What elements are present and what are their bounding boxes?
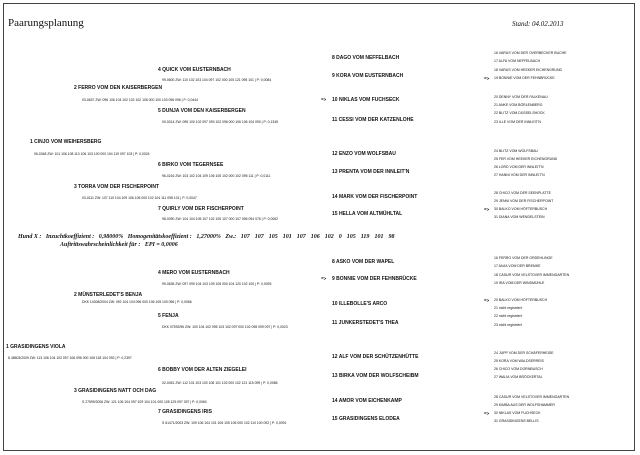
lower-ancestor-6-info: 02-0451 ZW: 112 101 103 100 108 101 102 000 102 121 115 099 | P: 0,0086 [162, 381, 278, 385]
lower-ancestor-17: 17 ANJA VOM DER BREMKE [494, 264, 541, 268]
upper-ancestor-9: 9 KORA VOM EUSTERNBACH [332, 73, 404, 79]
lower-ancestor-5-info: DKK 07592/96 ZW: 100 104 102 095 103 102 097 000 102 098 099 097 | P: 0,0023 [162, 325, 288, 329]
upper-ancestor-18: 18 VARUS VOM HEEKER EICHENGRUND [494, 68, 563, 72]
upper-ancestor-12: 12 ENZO VOM WOLFSBAU [332, 151, 396, 157]
lower-ancestor-21: 21 nicht registriert [494, 306, 522, 310]
lower-ancestor-3-info: S 27599/2006 ZW: 121 106 104 097 109 104 101 000 105 129 097 097 | P: 0,0060 [82, 400, 207, 404]
zw-value: 106 [310, 234, 320, 240]
lower-ancestor-2-info: DKK 14308/2004 ZW: 092 104 104 096 000 106 105 100 096 | P: 0,0066 [82, 300, 192, 304]
homogenitaet-value: 1,27000% [196, 234, 221, 240]
upper-ancestor-25: 25 FER VOM HEEKER EICHENGRUND [494, 157, 558, 161]
upper-ancestor-2-info: 03-0637 ZW: 096 106 104 102 102 102 106 000 100 103 096 096 | P: 0,0444 [82, 98, 199, 102]
homogenitaet-label: Homogenitätskoeffizient : [127, 234, 192, 240]
zw-label: Zw.: [225, 234, 237, 240]
lower-ancestor-6: 6 BOBBY VOM DER ALTEN ZIEGELEI [158, 367, 247, 373]
lower-ancestor-23: 23 nicht registriert [494, 323, 522, 327]
lower-ancestor-26: 26 CHICO VOM DORNBUSCH [494, 367, 543, 371]
arrow-marker: => [484, 410, 490, 416]
epi-label: Auftrittswahrscheinlichkeit für : [60, 242, 141, 248]
upper-ancestor-20: 20 DENNY VOM DER FALKENAU [494, 95, 548, 99]
lower-ancestor-4-info: 99-0635 ZW: 097 099 104 103 109 105 000 104 120 102 100 | P: 0,0093 [162, 282, 272, 286]
upper-ancestor-27: 27 HANNI VOM DER INNLEIT'N [494, 173, 545, 177]
upper-ancestor-4: 4 QUICK VOM EUSTERNBACH [158, 67, 231, 73]
lower-ancestor-16: 16 FERRO VOM DER ORDEHLINGE [494, 256, 553, 260]
upper-ancestor-30: 30 BALKO VOM HÖFTERBUSCH [494, 207, 548, 211]
zw-value: 102 [324, 234, 334, 240]
lower-ancestor-31: 31 GRASIDINGENS BELLIS [494, 419, 539, 423]
upper-ancestor-26: 26 LORD VOM DER INNLEIT'N [494, 165, 544, 169]
zw-value: 101 [282, 234, 292, 240]
lower-ancestor-15: 15 GRASIDINGENS ELODEA [332, 416, 400, 422]
lower-ancestor-1-info: 8 48603/2009 ZW: 113 106 104 102 097 106 096 000 106 118 104 092 | P: 0,2397 [8, 356, 132, 360]
lower-ancestor-29: 29 KIMBA AUS DER WOLFSHAMMER [494, 403, 555, 407]
upper-ancestor-16: 16 VARUS VOM DER OVERBECKER BUCHE [494, 51, 567, 55]
epi-value: EPI = 0,0006 [144, 242, 178, 248]
lower-ancestor-12: 12 ALF VOM DER SCHÜTZENHÜTTE [332, 354, 419, 360]
upper-ancestor-2: 2 FERRO VOM DEN KAISERBERGEN [74, 85, 163, 91]
lower-ancestor-3: 3 GRASIDINGENS NATT OCH DAG [74, 388, 157, 394]
arrow-marker: => [484, 297, 490, 303]
upper-ancestor-1-info: 06-0348 ZW: 101 106 108 110 106 103 100 000 104 119 097 103 | P: 0,0024 [34, 152, 150, 156]
hund-x-line1 [18, 234, 402, 240]
zw-values [241, 234, 400, 240]
lower-ancestor-8: 8 ASKO VOM DER WAPEL [332, 259, 395, 265]
upper-ancestor-6: 6 BIRKO VOM TEGERNSEE [158, 162, 224, 168]
lower-ancestor-14: 14 AMOR VOM EICHENKAMP [332, 398, 402, 404]
zw-value: 0 [338, 234, 342, 240]
lower-ancestor-19: 19 IRA VOM DER WINDMÜHLE [494, 281, 545, 285]
upper-ancestor-13: 13 PRENTA VOM DER INNLEIT'N [332, 169, 410, 175]
arrow-marker: => [484, 206, 490, 212]
lower-ancestor-4: 4 MERO VOM EUSTERNBACH [158, 270, 230, 276]
upper-ancestor-28: 28 CHICO VOM DER SEENPLATTE [494, 191, 551, 195]
zw-value: 107 [296, 234, 306, 240]
upper-ancestor-15: 15 HELLA VOM ALTMÜHLTAL [332, 211, 403, 217]
arrow-marker: => [484, 75, 490, 81]
arrow-marker: => [321, 97, 327, 102]
upper-ancestor-22: 22 BLITZ VOM DÜSSELSHOCK [494, 111, 545, 115]
arrow-marker: => [321, 276, 327, 281]
upper-ancestor-5-info: 00-0014 ZW: 095 100 102 097 093 102 096 000 106 106 104 090 | P: 0,1345 [162, 120, 279, 124]
upper-ancestor-29: 29 JENNI VOM DER FISCHERPOINT [494, 199, 554, 203]
zw-value: 105 [346, 234, 356, 240]
zw-value: 101 [374, 234, 384, 240]
lower-ancestor-5: 5 FENJA [158, 313, 179, 319]
upper-ancestor-6-info: 96-0216 ZW: 103 102 104 109 106 105 102 000 102 095 111 | P: 0,0111 [162, 174, 271, 178]
upper-ancestor-4-info: 99-0600 ZW: 110 102 103 104 097 102 000 105 121 095 101 | P: 0,0084 [162, 78, 272, 82]
lower-ancestor-28: 28 CÄSUR VOM VELSTOVER IMMENGARTEN [494, 395, 570, 399]
upper-ancestor-24: 24 BLITZ VOM WOLFSBAU [494, 149, 538, 153]
upper-ancestor-1: 1 CINJO VOM WEIHERSBERG [30, 139, 102, 145]
lower-ancestor-24: 24 JUPP VOM DER SCHÄFERHEIDE [494, 351, 554, 355]
hund-x-label: Hund X : [18, 234, 42, 240]
upper-ancestor-5: 5 DUNJA VOM DEN KAISERBERGEN [158, 108, 246, 114]
lower-ancestor-30: 30 NIKLAS VOM FUCHSECK [494, 411, 541, 415]
upper-ancestor-31: 31 DIANA VOM WENDELSTEIN [494, 215, 545, 219]
lower-ancestor-7-info: S 61471/2003 ZW: 109 106 104 101 106 105 105 000 102 110 100 092 | P: 0,0091 [162, 421, 287, 425]
upper-ancestor-7-info: 98-0090 ZW: 104 104 105 107 102 105 107 000 107 096 094 076 | P: 0,0062 [162, 217, 279, 221]
upper-ancestor-14: 14 MARK VOM DER FISCHERPOINT [332, 194, 418, 200]
upper-ancestor-8: 8 DAGO VOM NEFFELBACH [332, 55, 400, 61]
hund-x-line2 [60, 242, 181, 248]
zw-value: 119 [360, 234, 370, 240]
upper-ancestor-3-info: 03-0111 ZW: 107 110 104 109 106 105 000 102 104 111 098 101 | P: 0,0047 [82, 196, 197, 200]
lower-ancestor-22: 22 nicht registriert [494, 314, 522, 318]
upper-ancestor-23: 23 ILLE VOM DER INNLEIT'N [494, 120, 541, 124]
lower-ancestor-1: 1 GRASIDINGENS VIOLA [6, 344, 66, 350]
lower-ancestor-25: 25 KORA VOM WALDSERREIS [494, 359, 544, 363]
lower-ancestor-2: 2 MÜNSTERLEDET'S BENJA [74, 292, 143, 298]
lower-ancestor-7: 7 GRASIDINGENS IRIS [158, 409, 212, 415]
inzucht-label: Inzuchtkoeffizient : [45, 234, 95, 240]
upper-ancestor-19: 19 BONNIE VOM DER FEHNBRÜCKE [494, 76, 555, 80]
lower-ancestor-9: 9 BONNIE VOM DER FEHNBRÜCKE [332, 276, 417, 282]
zw-value: 98 [388, 234, 395, 240]
upper-ancestor-3: 3 TORRA VOM DER FISCHERPOINT [74, 184, 160, 190]
upper-ancestor-21: 21 ANKE VOM BÖRLENBERG [494, 103, 543, 107]
upper-ancestor-7: 7 QUIRLY VOM DER FISCHERPOINT [158, 206, 244, 212]
zw-value: 107 [254, 234, 264, 240]
lower-ancestor-20: 20 BALKO VOM HÖFTERBUSCH [494, 298, 548, 302]
upper-ancestor-17: 17 ALFA VOM NEFFELBACH [494, 59, 541, 63]
inzucht-value: 0,98000% [98, 234, 124, 240]
page-title: Paarungsplanung [8, 17, 84, 29]
stand-date: Stand: 04.02.2013 [512, 20, 564, 28]
upper-ancestor-10: 10 NIKLAS VOM FUCHSECK [332, 97, 400, 103]
lower-ancestor-27: 27 WAIJA VOM BRÖCKERTAL [494, 375, 543, 379]
lower-ancestor-10: 10 ILLEBOLLE'S ARCO [332, 301, 388, 307]
upper-ancestor-11: 11 CESSI VOM DER KATZENLOHE [332, 117, 414, 123]
zw-value: 105 [268, 234, 278, 240]
lower-ancestor-13: 13 BIRKA VOM DER WOLFSCHEIBM [332, 373, 419, 379]
lower-ancestor-11: 11 JUNKERSTEDET'S THEA [332, 320, 399, 326]
zw-value: 107 [240, 234, 250, 240]
lower-ancestor-18: 18 CÄSUR VOM VELSTOVER IMMENGARTEN [494, 273, 570, 277]
